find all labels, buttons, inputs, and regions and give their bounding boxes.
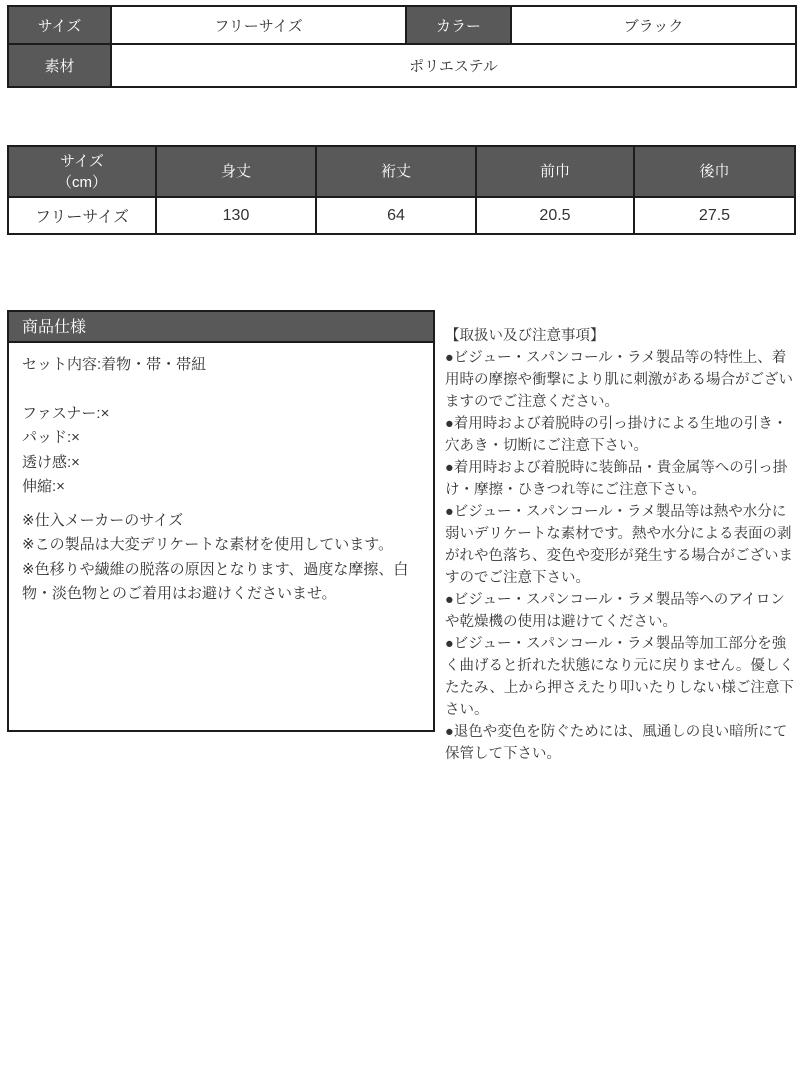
size-label-cell: サイズ	[8, 6, 111, 44]
product-spec-content	[9, 343, 433, 607]
care-note-skin-irritation: ●ビジュー・スパンコール・ラメ製品等の特性上、着用時の摩擦や衝撃により肌に刺激がある場合がございますのでご注意ください。	[445, 350, 793, 410]
front-width-value-cell: 20.5	[476, 197, 634, 234]
size-chart-data-row	[8, 197, 795, 234]
attributes-row-material	[8, 44, 796, 87]
stretch-text: 伸縮:×	[22, 478, 65, 495]
spec-note-delicate: ※この製品は大変デリケートな素材を使用しています。	[22, 536, 394, 553]
size-cm-header-line1: サイズ	[60, 152, 104, 170]
size-value-cell: フリーサイズ	[111, 6, 406, 44]
pad-text: パッド:×	[22, 429, 80, 446]
care-note-accessories: ●着用時および着脱時に装飾品・貴金属等への引っ掛け・摩擦・ひきつれ等にご注意下さい。	[445, 460, 788, 498]
product-spec-box	[7, 310, 435, 732]
color-value-cell: ブラック	[511, 6, 796, 44]
material-label-cell: 素材	[8, 44, 111, 87]
care-note-storage: ●退色や変色を防ぐためには、風通しの良い暗所にて保管して下さい。	[445, 724, 788, 762]
color-label-cell: カラー	[406, 6, 511, 44]
attributes-row-size-color	[8, 6, 796, 44]
care-note-bending: ●ビジュー・スパンコール・ラメ製品等加工部分を強く曲げると折れた状態になり元に戻りません。優しくたたみ、上から押さえたり叩いたりしない様ご注意下さい。	[445, 636, 794, 718]
size-name-cell: フリーサイズ	[8, 197, 156, 234]
sleeve-length-header-cell: 裄丈	[316, 146, 476, 197]
care-note-snagging: ●着用時および着脱時の引っ掛けによる生地の引き・穴あき・切断にご注意下さい。	[445, 416, 788, 454]
sleeve-length-value-cell: 64	[316, 197, 476, 234]
spec-note-color-transfer: ※色移りや繊維の脱落の原因となります、過度な摩擦、白物・淡色物とのご着用はお避けくださいませ。	[22, 560, 409, 602]
care-instructions	[445, 325, 797, 765]
size-cm-header-cell	[8, 146, 156, 197]
fastener-text: ファスナー:×	[22, 404, 110, 422]
size-chart-table	[7, 145, 796, 235]
care-note-heat-moisture: ●ビジュー・スパンコール・ラメ製品等は熱や水分に弱いデリケートな素材です。熱や水分による表面の剥がれや色落ち、変色や変形が発生する場合がございますのでご注意下さい。	[445, 504, 793, 586]
care-note-iron-dryer: ●ビジュー・スパンコール・ラメ製品等へのアイロンや乾燥機の使用は避けてください。	[445, 592, 785, 630]
set-contents-text: セット内容:着物・帯・帯紐	[22, 356, 207, 373]
back-width-value-cell: 27.5	[634, 197, 795, 234]
body-length-header-cell: 身丈	[156, 146, 316, 197]
product-spec-title: 商品仕様	[9, 312, 433, 343]
material-value-cell: ポリエステル	[111, 44, 796, 87]
care-instructions-title: 【取扱い及び注意事項】	[445, 328, 605, 344]
product-attributes-table	[7, 5, 797, 88]
spec-note-maker-size: ※仕入メーカーのサイズ	[22, 511, 184, 529]
front-width-header-cell: 前巾	[476, 146, 634, 197]
size-cm-header-line2: （cm）	[57, 173, 107, 191]
sheerness-text: 透け感:×	[22, 453, 80, 471]
back-width-header-cell: 後巾	[634, 146, 795, 197]
size-chart-header-row	[8, 146, 795, 197]
body-length-value-cell: 130	[156, 197, 316, 234]
